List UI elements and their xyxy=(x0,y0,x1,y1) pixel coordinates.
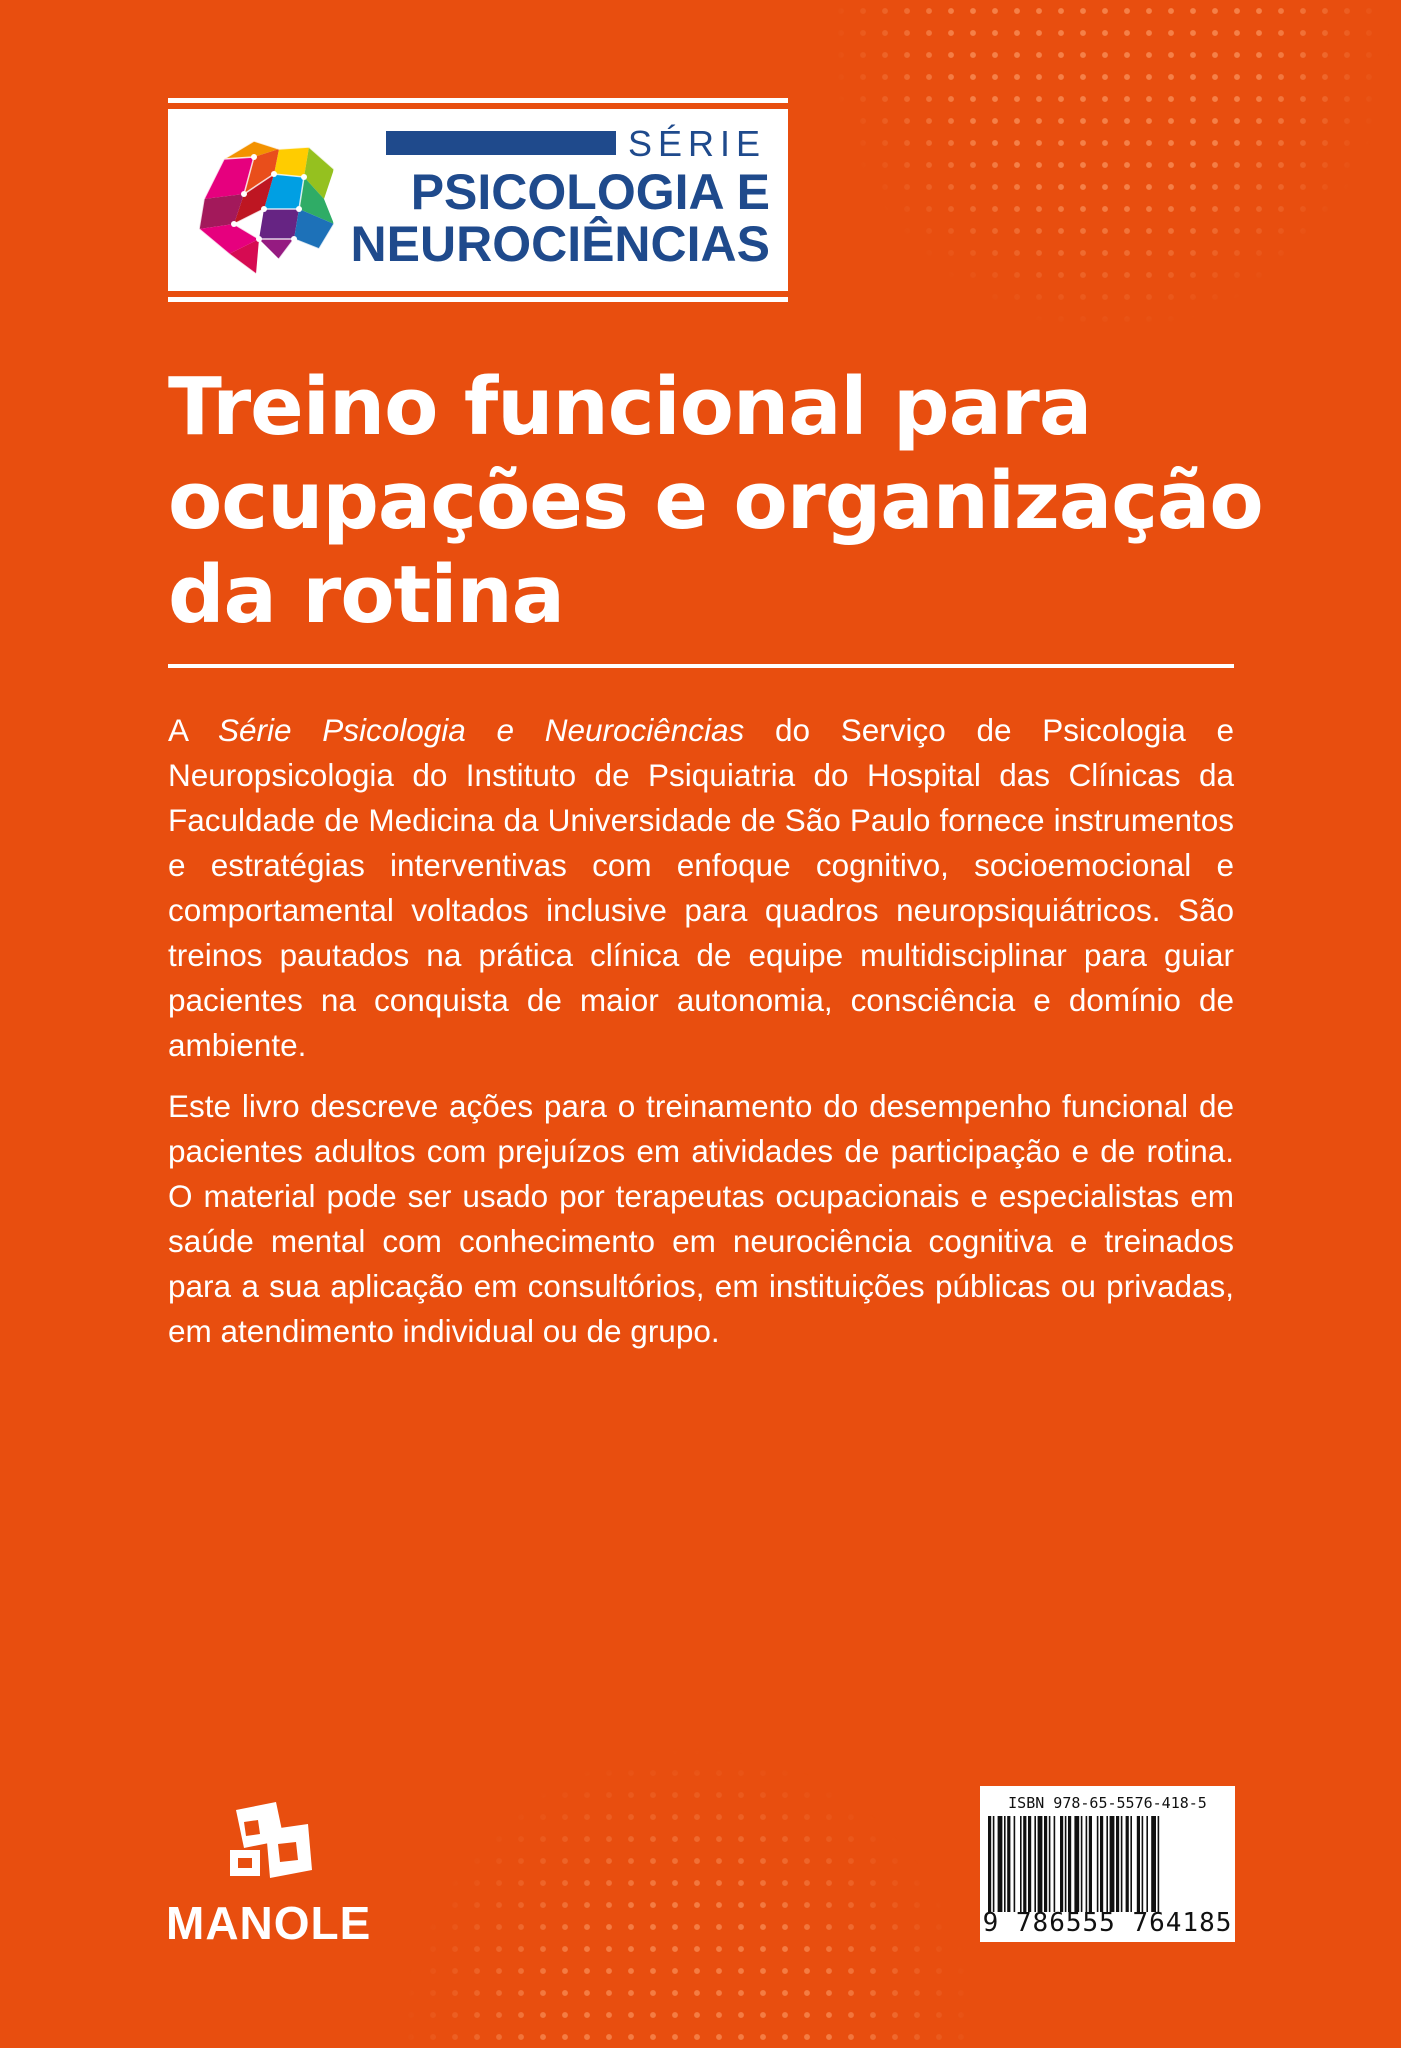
paragraph-rest: do Serviço de Psicologia e Neuropsicologia do Instituto de Psiquiatria do Hospital das Clínicas da Faculdade de Medicina da Universidade de São Paulo fornece instrumentos e estratégias interventivas com enfoque cognitivo, socioemocional e comportamental voltados inclusive para quadros neuropsiquiátricos. São treinos pautados na prática clínica de equipe multidisciplinar para guiar pacientes na conquista de maior autonomia, consciência e domínio de ambiente. xyxy=(168,712,1234,1063)
title-divider xyxy=(168,664,1234,668)
title-line: Treino funcional para xyxy=(168,361,1092,453)
description-paragraph-2: Este livro descreve ações para o treinamento do desempenho funcional de pacientes adultos com prejuízos em atividades de participação e de rotina. O material pode ser usado por terapeutas ocupacionais e especialistas em saúde mental com conhecimento em neurociência cognitiva e treinados para a sua aplicação em consultórios, em instituições públicas ou privadas, em atendimento individual ou de grupo. xyxy=(168,1088,1234,1349)
description-paragraph-1 xyxy=(168,708,1234,1068)
book-description xyxy=(168,708,1234,1370)
publisher-name: MANOLE xyxy=(166,1897,372,1949)
isbn-barcode xyxy=(980,1786,1235,1942)
series-accent-bar xyxy=(386,131,616,155)
decorative-dots-top xyxy=(830,0,1390,330)
series-name-italic: Série Psicologia e Neurociências xyxy=(217,712,745,748)
isbn-label: ISBN 978-65-5576-418-5 xyxy=(1008,1794,1207,1812)
series-name-line2: NEUROCIÊNCIAS xyxy=(350,216,770,272)
title-line: ocupações e organização xyxy=(168,455,1263,547)
colorful-brain-icon xyxy=(184,129,352,279)
paragraph-prefix: A xyxy=(168,712,218,748)
title-line: da rotina xyxy=(168,549,564,641)
publisher-logo xyxy=(166,1800,376,1950)
manole-logo-icon xyxy=(226,1800,316,1882)
series-logo xyxy=(168,98,788,302)
decorative-dots-bottom xyxy=(400,1740,980,2048)
series-name-line1: PSICOLOGIA E xyxy=(410,164,770,220)
barcode-digits: 9 786555 764185 xyxy=(982,1908,1233,1938)
barcode-bars xyxy=(988,1816,1227,1912)
book-title xyxy=(168,360,1288,642)
series-label: SÉRIE xyxy=(628,123,767,164)
series-logo-panel xyxy=(168,109,788,291)
